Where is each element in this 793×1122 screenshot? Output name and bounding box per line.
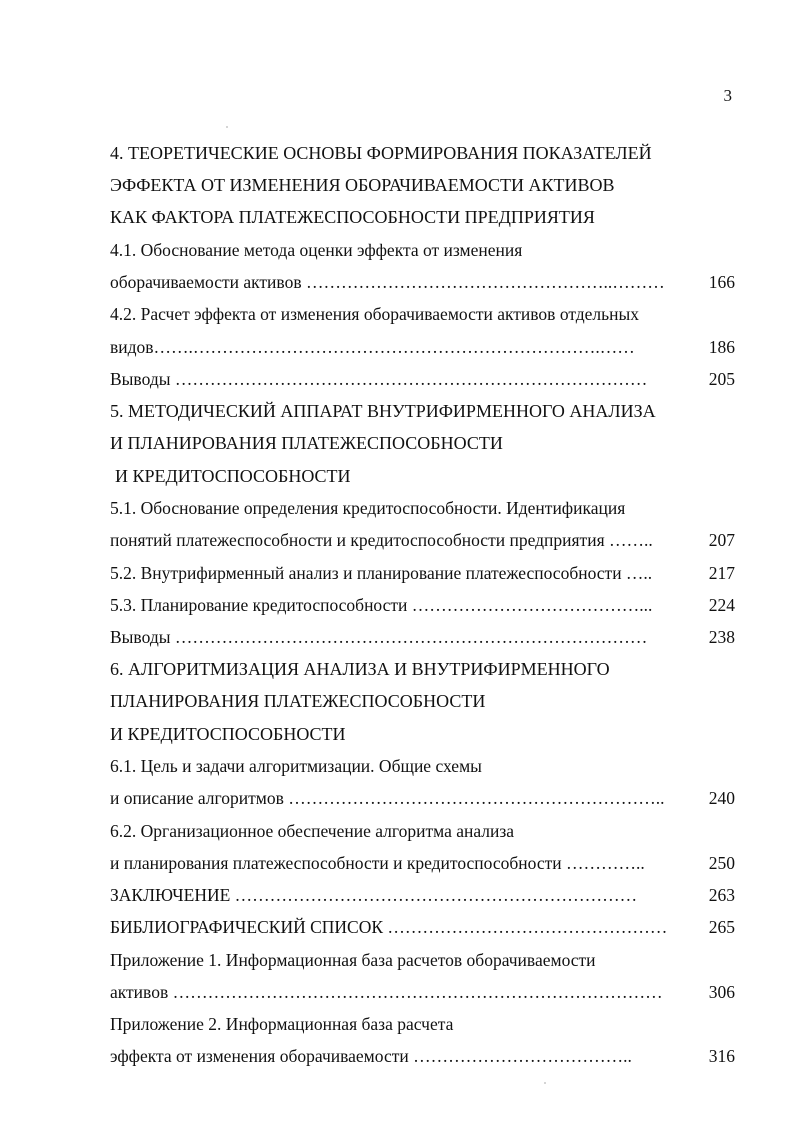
toc-entry-page: 263 [708,885,735,905]
toc-entry-chapter-5-title[interactable] [110,427,735,459]
toc-entry-text: 4. ТЕОРЕТИЧЕСКИЕ ОСНОВЫ ФОРМИРОВАНИЯ ПОКАЗАТЕЛЕЙ [110,143,652,163]
toc-entry-text: И КРЕДИТОСПОСОБНОСТИ [115,466,351,486]
toc-entry-text: И КРЕДИТОСПОСОБНОСТИ [110,724,346,744]
toc-entry-page: 166 [708,272,735,292]
toc-entry-text: 6.1. Цель и задачи алгоритмизации. Общие схемы [110,756,482,776]
toc-entry-section-5-3[interactable] [110,589,735,621]
toc-entry-section-6-1[interactable] [110,782,735,814]
toc-entry-text: Приложение 2. Информационная база расчета [110,1014,454,1034]
toc-entry-section-6-2[interactable] [110,847,735,879]
toc-entry-text: 5.3. Планирование кредитоспособности …………………………………... [110,595,653,615]
toc-entry-chapter-6-title[interactable] [110,653,735,685]
toc-entry-conclusion[interactable] [110,879,735,911]
toc-entry-text: 4.1. Обоснование метода оценки эффекта от изменения [110,240,523,260]
toc-entry-page: 316 [708,1046,735,1066]
toc-entry-page: 250 [708,853,735,873]
toc-entry-section-4-2[interactable] [110,331,735,363]
toc-entry-chapter-5-title[interactable] [115,460,740,492]
toc-entry-appendix-2[interactable] [110,1008,735,1040]
toc-entry-bibliography[interactable] [110,911,735,943]
toc-entry-conclusions-4[interactable] [110,363,735,395]
toc-entry-chapter-4-title[interactable] [110,201,735,233]
toc-entry-section-5-2[interactable] [110,557,735,589]
toc-entry-appendix-1[interactable] [110,976,735,1008]
toc-entry-text: ЗАКЛЮЧЕНИЕ …………………………………………………………… [110,885,638,905]
toc-entry-text: 5.2. Внутрифирменный анализ и планирование платежеспособности ….. [110,563,653,583]
toc-entry-page: 306 [708,982,735,1002]
toc-entry-text: оборачиваемости активов ……………………………………………..……… [110,272,665,292]
toc-entry-text: видов…….…………………………………………………………….…… [110,337,635,357]
toc-entry-section-6-2[interactable] [110,815,735,847]
toc-entry-conclusions-5[interactable] [110,621,735,653]
toc-entry-text: эффекта от изменения оборачиваемости ……………………………….. [110,1046,632,1066]
toc-entry-chapter-6-title[interactable] [110,718,735,750]
toc-entry-text: Выводы ……………………………………………………………………… [110,627,648,647]
page-number: 3 [723,86,732,105]
toc-entry-text: Приложение 1. Информационная база расчетов оборачиваемости [110,950,596,970]
toc-entry-page: 240 [708,788,735,808]
toc-entry-text: И ПЛАНИРОВАНИЯ ПЛАТЕЖЕСПОСОБНОСТИ [110,433,503,453]
toc-entry-text: 6. АЛГОРИТМИЗАЦИЯ АНАЛИЗА И ВНУТРИФИРМЕННОГО [110,659,610,679]
toc-entry-text: 4.2. Расчет эффекта от изменения оборачиваемости активов отдельных [110,304,640,324]
toc-entry-text: ПЛАНИРОВАНИЯ ПЛАТЕЖЕСПОСОБНОСТИ [110,691,486,711]
toc-entry-section-4-1[interactable] [110,266,735,298]
toc-entry-appendix-1[interactable] [110,944,735,976]
toc-entry-page: 205 [708,369,735,389]
toc-entry-text: 6.2. Организационное обеспечение алгоритма анализа [110,821,515,841]
toc-entry-section-5-1[interactable] [110,492,735,524]
toc-entry-appendix-2[interactable] [110,1040,735,1072]
toc-entry-text: 5.1. Обоснование определения кредитоспособности. Идентификация [110,498,626,518]
toc-entry-text: 5. МЕТОДИЧЕСКИЙ АППАРАТ ВНУТРИФИРМЕННОГО АНАЛИЗА [110,401,656,421]
toc-entry-chapter-6-title[interactable] [110,685,735,717]
toc-entry-section-4-1[interactable] [110,234,735,266]
toc-entry-text: и планирования платежеспособности и кредитоспособности ………….. [110,853,645,873]
toc-entry-text: БИБЛИОГРАФИЧЕСКИЙ СПИСОК ………………………………………… [110,917,668,937]
toc-entry-chapter-4-title[interactable] [110,169,735,201]
toc-entry-text: КАК ФАКТОРА ПЛАТЕЖЕСПОСОБНОСТИ ПРЕДПРИЯТИЯ [110,207,595,227]
toc-entry-page: 265 [708,917,735,937]
toc-entry-page: 207 [708,530,735,550]
toc-entry-text: Выводы ……………………………………………………………………… [110,369,648,389]
toc-entry-text: активов ………………………………………………………………………… [110,982,663,1002]
toc-entry-section-4-2[interactable] [110,298,735,330]
toc-entry-chapter-4-title[interactable] [110,137,735,169]
toc-entry-chapter-5-title[interactable] [110,395,735,427]
scan-speck [226,126,228,128]
toc-entry-page: 217 [708,563,735,583]
toc-entry-text: ЭФФЕКТА ОТ ИЗМЕНЕНИЯ ОБОРАЧИВАЕМОСТИ АКТИВОВ [110,175,615,195]
toc-entry-section-5-1[interactable] [110,524,735,556]
toc-entry-section-6-1[interactable] [110,750,735,782]
toc-entry-page: 238 [708,627,735,647]
toc-entry-text: и описание алгоритмов ……………………………………………………….. [110,788,665,808]
scan-speck [544,1082,546,1084]
toc-entry-page: 224 [708,595,735,615]
toc-entry-page: 186 [708,337,735,357]
toc-entry-text: понятий платежеспособности и кредитоспособности предприятия …….. [110,530,653,550]
